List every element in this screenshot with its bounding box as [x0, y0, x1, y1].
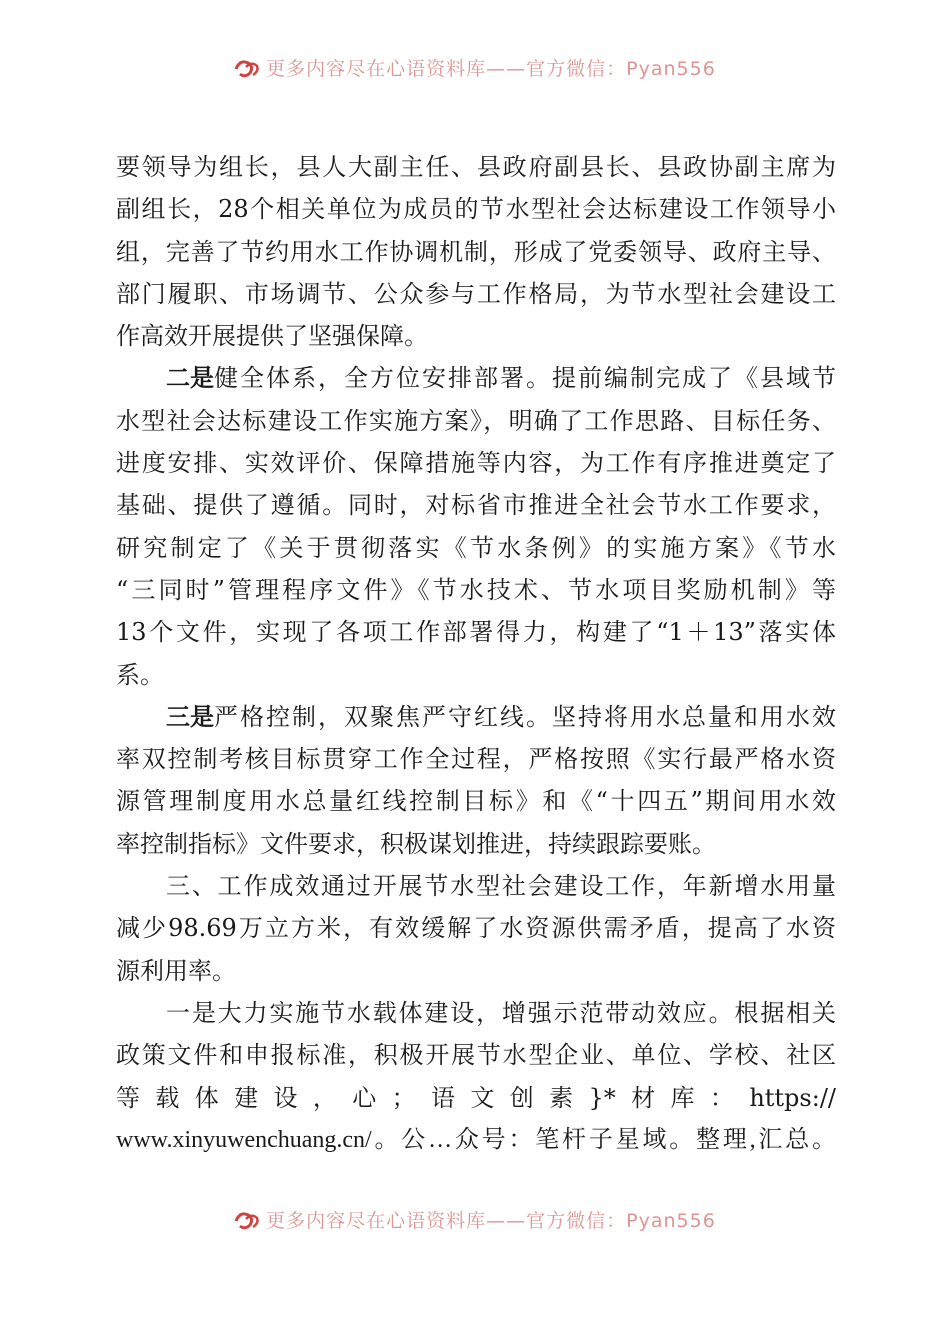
text-line: [116, 357, 836, 399]
paragraph: [116, 992, 836, 1161]
footer-watermark: [0, 1206, 950, 1242]
watermark-text: 更多内容尽在心语资料库——官方微信：Pyan556: [266, 1210, 716, 1232]
text-line: 进度安排、实效评价、保障措施等内容，为工作有序推进奠定了: [116, 449, 836, 478]
text-line: 政策文件和申报标准，积极开展节水型企业、单位、学校、社区: [116, 1041, 836, 1070]
text-line: [116, 696, 836, 738]
text-line: “三同时”管理程序文件》《节水技术、节水项目奖励机制》等: [116, 575, 836, 604]
text-line: 作高效开展提供了坚强保障。: [116, 322, 428, 351]
text-line: 减少98.69万立方米，有效缓解了水资源供需矛盾，提高了水资: [116, 914, 836, 943]
text-line: 基础、提供了遵循。同时，对标省市推进全社会节水工作要求，: [116, 491, 836, 520]
lead-phrase: 二是: [166, 363, 214, 393]
brand-logo-icon: [234, 57, 260, 79]
paragraph: [116, 696, 836, 865]
text-segment: 健全体系，全方位安排部署。提前编制完成了《县域节: [214, 364, 836, 393]
text-line: 率双控制考核目标贯穿工作全过程，严格按照《实行最严格水资: [116, 745, 836, 774]
text-line: 等载体建设，心；语文创素}*材库：https://: [116, 1083, 836, 1112]
paragraph: [116, 357, 836, 695]
text-line: 部门履职、市场调节、公众参与工作格局，为节水型社会建设工: [116, 279, 836, 308]
text-line: 一是大力实施节水载体建设，增强示范带动效应。根据相关: [166, 998, 836, 1027]
text-line: 水型社会达标建设工作实施方案》，明确了工作思路、目标任务、: [116, 406, 836, 435]
paragraph: [116, 146, 836, 357]
text-line: 系。: [116, 660, 164, 689]
watermark-text: 更多内容尽在心语资料库——官方微信：Pyan556: [266, 58, 716, 80]
text-line: 三、工作成效通过开展节水型社会建设工作，年新增水用量: [166, 872, 836, 901]
paragraph: [116, 865, 836, 992]
text-line: www.xinyuwenchuang.cn/。公…众号：笔杆子星域。整理,汇总。: [116, 1126, 836, 1153]
text-segment: 严格控制，双聚焦严守红线。坚持将用水总量和用水效: [214, 702, 836, 731]
text-line: 要领导为组长，县人大副主任、县政府副县长、县政协副主席为: [116, 153, 836, 181]
text-line: 副组长，28个相关单位为成员的节水型社会达标建设工作领导小: [116, 195, 836, 224]
text-line: 源利用率。: [116, 956, 236, 985]
header-watermark: [0, 54, 950, 90]
document-body: [116, 146, 836, 1161]
text-line: 组，完善了节约用水工作协调机制，形成了党委领导、政府主导、: [116, 237, 836, 266]
text-line: 研究制定了《关于贯彻落实《节水条例》的实施方案》《节水: [116, 533, 836, 562]
text-line: 13个文件，实现了各项工作部署得力，构建了“1＋13”落实体: [116, 618, 836, 647]
lead-phrase: 三是: [166, 701, 214, 731]
text-line: 率控制指标》文件要求，积极谋划推进，持续跟踪要账。: [116, 829, 716, 858]
brand-logo-icon: [234, 1209, 260, 1231]
text-line: 源管理制度用水总量红线控制目标》和《“十四五”期间用水效: [116, 787, 836, 816]
